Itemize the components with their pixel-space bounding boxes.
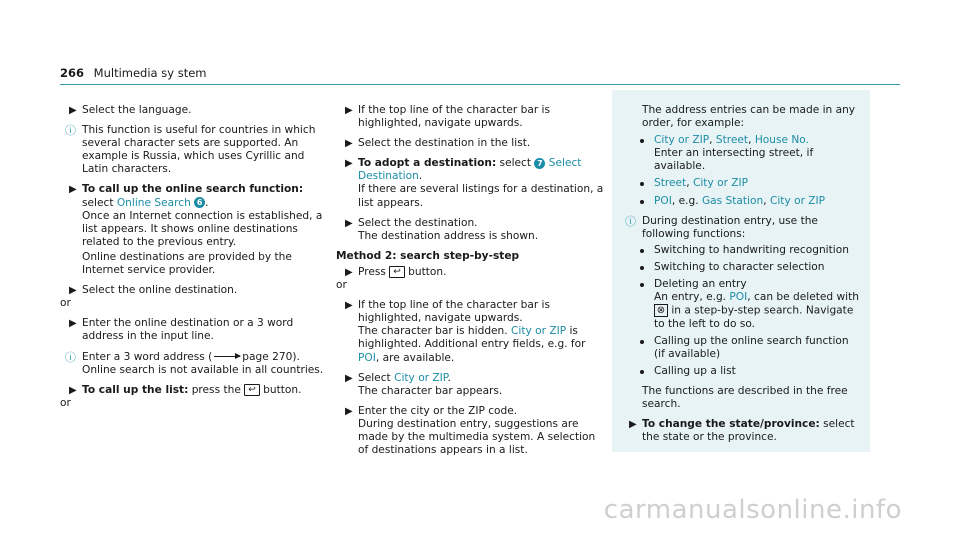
step-arrow-icon: ▶ [69,105,77,116]
street-link[interactable]: Street [715,134,749,147]
step-arrow-icon: ▶ [345,105,353,116]
step-enter-destination: ▶ Enter the online destination or a 3 word address in the input line. [69,317,294,343]
step-select-the-destination: ▶ Select the destination. The destination address is shown. [345,216,539,242]
page-ref-arrow-icon [214,356,240,357]
functions-list [620,244,862,378]
callout-badge-7: 7 [534,158,545,169]
step-arrow-icon: ▶ [629,419,637,431]
watermark-text: carmanualsonline.info [603,495,902,525]
column-1 [60,104,330,417]
or-label: or [60,396,71,409]
step-select-online-destination: ▶ Select the online destination. [69,284,238,297]
step-navigate-upwards: ▶ If the top line of the character bar is highlighted, navigate upwards. [345,104,551,130]
city-or-zip-link[interactable]: City or ZIP [769,194,826,207]
list-item: Calling up the online search function (if available) [632,335,862,361]
select-destination-link[interactable]: Select Destination [358,157,582,183]
poi-link[interactable]: POI [358,351,376,364]
page-reference-link[interactable]: page 270). [242,350,300,363]
info-icon: ⓘ [625,214,636,228]
method-heading: Method 2: search step-by-step [336,249,520,262]
step-arrow-icon: ▶ [69,285,77,297]
step-arrow-icon: ▶ [345,300,353,312]
step-press-back: ▶ Press ↩ button. [345,265,447,278]
step-select-language: ▶ Select the language. [69,104,192,116]
or-label: or [60,297,71,310]
online-search-link[interactable]: Online Search [116,196,191,209]
list-item: Switching to handwriting recognition [632,244,862,257]
poi-link[interactable]: POI [654,194,672,207]
page-header [60,66,207,80]
step-enter-city: ▶ Enter the city or the ZIP code. During destination entry, suggestions are made by the multimedia system. A selection of destinations appears in a list. [345,404,596,457]
list-item: City or ZIP, Street, House No. Enter an intersecting street, if available. [632,134,862,173]
step-arrow-icon: ▶ [69,318,77,330]
step-arrow-icon: ▶ [345,138,353,150]
section-title: Multimedia sy stem [93,66,207,80]
poi-link[interactable]: POI [729,291,748,304]
step-character-bar-hidden: ▶ If the top line of the character bar is highlighted, navigate upwards. The character bar is hidden. City or ZIP is highlighted. Additional entry fields, e.g. for POI, are available. [345,299,586,364]
gas-station-link[interactable]: Gas Station [701,194,764,207]
info-icon: ⓘ [65,124,76,138]
step-arrow-icon: ▶ [345,266,353,278]
step-arrow-icon: ▶ [345,158,353,170]
column-2 [336,104,604,464]
list-item: Calling up a list [632,365,862,378]
address-order-intro: The address entries can be made in any order, for example: [642,104,856,130]
street-link[interactable]: Street [654,177,687,190]
step-arrow-icon: ▶ [345,217,353,229]
callout-badge-6: 6 [194,197,205,208]
step-arrow-icon: ▶ [345,372,353,384]
city-or-zip-link[interactable]: City or ZIP [692,177,749,190]
or-label: or [336,279,347,292]
info-icon: ⓘ [65,350,76,364]
step-arrow-icon: ▶ [69,384,77,396]
address-examples-list [620,134,862,207]
step-online-search: ▶ To call up the online search function: select Online Search 6 . Once an Internet connection is established, a list appears. It shows online destinations related to the previous entry. Online destinations are provided by the Internet service provider. [69,183,323,277]
functions-note: The functions are described in the free search. [642,385,848,411]
back-key-icon[interactable]: ↩ [389,266,405,278]
step-adopt-destination: ▶ To adopt a destination: select 7 Select Destination. If there are several listings for a destination, a list appears. [345,157,604,209]
page-number: 266 [60,66,85,80]
list-item: POI, e.g. Gas Station, City or ZIP [632,195,862,208]
column-3-panel [612,90,870,452]
info-three-word-address: ⓘ Enter a 3 word address ( page 270). Online search is not available in all countries. [65,350,324,376]
city-or-zip-link[interactable]: City or ZIP [654,134,710,147]
step-select-destination-list: ▶ Select the destination in the list. [345,137,531,150]
city-or-zip-link[interactable]: City or ZIP [394,371,448,384]
list-item: Deleting an entry An entry, e.g. POI, can be deleted with ⊗ in a step-by-step search. Navigate to the left to do so. [632,278,862,331]
list-item: Street, City or ZIP [632,177,862,190]
city-or-zip-link[interactable]: City or ZIP [511,325,567,338]
back-key-icon[interactable]: ↩ [244,384,260,396]
info-destination-functions: ⓘ During destination entry, use the following functions: [625,214,818,240]
step-arrow-icon: ▶ [69,184,77,196]
step-call-up-list: ▶ To call up the list: press the ↩ button. [69,383,302,396]
clear-key-icon[interactable]: ⊗ [654,304,668,317]
list-item: Switching to character selection [632,261,862,274]
header-rule [60,84,900,85]
step-change-state: ▶ To change the state/province: select the state or the province. [629,418,855,444]
house-no-link[interactable]: House No. [754,134,809,147]
info-character-sets: ⓘ This function is useful for countries in which several character sets are supported. An example is Russia, which uses Cyrillic and Latin characters. [65,124,316,176]
step-select-city-or-zip: ▶ Select City or ZIP. The character bar appears. [345,371,503,397]
step-arrow-icon: ▶ [345,405,353,417]
